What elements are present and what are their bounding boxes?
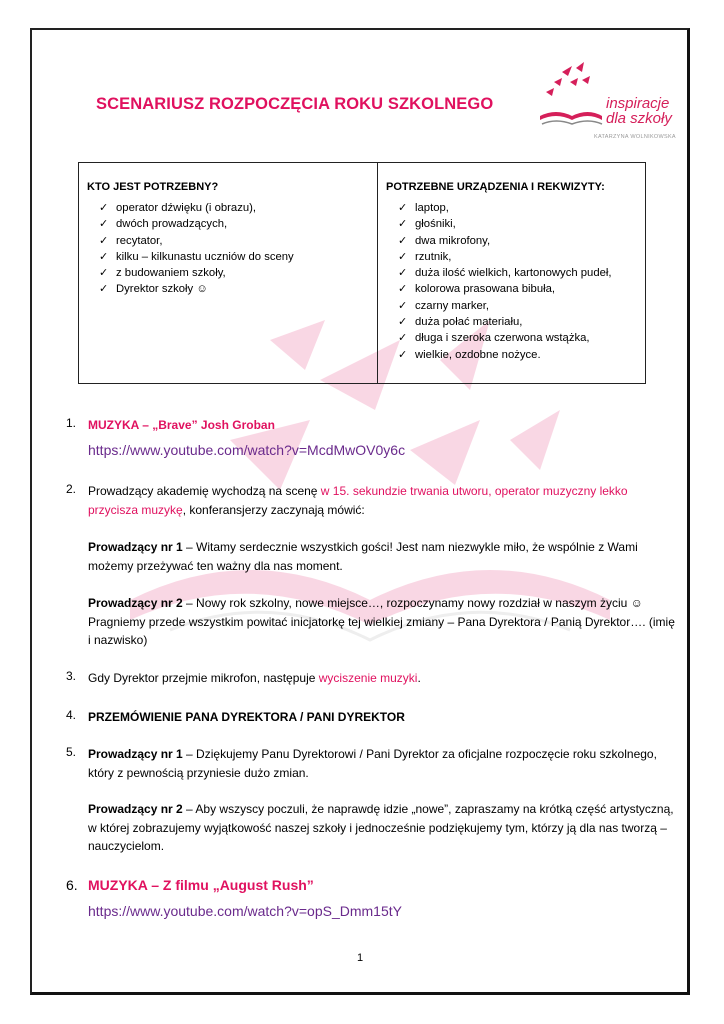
- host1-line: Prowadzący nr 1 – Dziękujemy Panu Dyrektorowi / Pani Dyrektor za oficjalne rozpoczęcie roku szkolnego, który z pewnością przyniesie dużo zmian.: [88, 747, 657, 780]
- item-number: 4.: [66, 708, 77, 722]
- who-heading: KTO JEST POTRZEBNY?: [87, 181, 219, 193]
- list-item: ✓ z budowaniem szkoły,: [99, 265, 371, 281]
- host2-label: Prowadzący nr 2: [88, 596, 183, 610]
- item-number: 3.: [66, 669, 77, 683]
- list-item: ✓ operator dźwięku (i obrazu),: [99, 200, 371, 216]
- equipment-column: [378, 163, 646, 384]
- item-number: 5.: [66, 745, 77, 759]
- page-number: 1: [357, 952, 364, 964]
- youtube-link-6[interactable]: https://www.youtube.com/watch?v=opS_Dmm15tY: [88, 903, 402, 919]
- stage-direction-3: Gdy Dyrektor przejmie mikrofon, następuje wyciszenie muzyki.: [88, 671, 421, 685]
- logo-text: inspiracje dla szkoły: [606, 95, 672, 127]
- music-link-1-row: [88, 441, 678, 461]
- host1-label: Prowadzący nr 1: [88, 747, 183, 761]
- director-speech: PRZEMÓWIENIE PANA DYREKTORA / PANI DYREKTOR: [88, 710, 405, 724]
- who-list: [87, 200, 371, 298]
- list-item: ✓ Dyrektor szkoły ☺: [99, 281, 371, 297]
- host1-label: Prowadzący nr 1: [88, 540, 183, 554]
- music-title: MUZYKA – „Brave” Josh Groban: [88, 418, 275, 432]
- list-item: ✓ rzutnik,: [398, 249, 639, 265]
- list-item: ✓ duża ilość wielkich, kartonowych pudeł,: [398, 265, 639, 281]
- stage-direction-2: Prowadzący akademię wychodzą na scenę w 15. sekundzie trwania utworu, operator muzyczny lekko przycisza muzykę, konferansjerzy zaczynają mówić:: [88, 484, 628, 517]
- list-item: ✓ wielkie, ozdobne nożyce.: [398, 347, 639, 363]
- host2-line: Prowadzący nr 2 – Aby wszyscy poczuli, że naprawdę idzie „nowe”, zapraszamy na krótką część artystyczną, w której zobrazujemy wyjątkowość naszej szkoły i jednocześnie podziękujemy tym, którzy ją dla nas tworzą – nauczycielom.: [88, 802, 674, 853]
- list-item: ✓ dwa mikrofony,: [398, 233, 639, 249]
- list-item: ✓ laptop,: [398, 200, 639, 216]
- list-item: ✓ długa i szeroka czerwona wstążka,: [398, 330, 639, 346]
- music-direction: w 15. sekundzie trwania utworu, operator muzyczny lekko przycisza muzykę: [88, 484, 628, 517]
- list-item: ✓ recytator,: [99, 233, 371, 249]
- equipment-heading: POTRZEBNE URZĄDZENIA I REKWIZYTY:: [386, 181, 605, 193]
- logo-tagline: KATARZYNA WOLNIKOWSKA: [594, 134, 676, 140]
- list-item: ✓ dwóch prowadzących,: [99, 216, 371, 232]
- list-item: ✓ kolorowa prasowana bibuła,: [398, 281, 639, 297]
- youtube-link-1[interactable]: https://www.youtube.com/watch?v=McdMwOV0y6c: [88, 442, 406, 458]
- music-direction: wyciszenie muzyki: [318, 671, 418, 685]
- host2-line: Prowadzący nr 2 – Nowy rok szkolny, nowe miejsce…, rozpoczynamy nowy rozdział w naszym życiu ☺ Pragniemy przede wszystkim powitać inicjatorkę tej wielkiej zmiany – Pana Dyrektora / Panią Dyrektor…. (imię i nazwisko): [88, 596, 675, 647]
- music-link-6-row: [88, 902, 678, 922]
- list-item: ✓ czarny marker,: [398, 298, 639, 314]
- item-number: 2.: [66, 482, 77, 496]
- equipment-list: [386, 200, 639, 363]
- who-column: [79, 163, 378, 384]
- host2-label: Prowadzący nr 2: [88, 802, 183, 816]
- list-item: ✓ kilku – kilkunastu uczniów do sceny: [99, 249, 371, 265]
- music-cue-1: [88, 416, 678, 435]
- music-title: MUZYKA – Z filmu „August Rush”: [88, 877, 314, 893]
- item-number: 1.: [66, 416, 77, 430]
- host1-line: Prowadzący nr 1 – Witamy serdecznie wszystkich gości! Jest nam niezwykle miło, że wspólnie z Wami możemy przeżywać ten ważny dla nas moment.: [88, 540, 638, 573]
- music-cue-6: [88, 876, 678, 896]
- list-item: ✓ duża połać materiału,: [398, 314, 639, 330]
- list-item: ✓ głośniki,: [398, 216, 639, 232]
- page-title: SCENARIUSZ ROZPOCZĘCIA ROKU SZKOLNEGO: [96, 95, 494, 113]
- item-number: 6.: [66, 877, 78, 893]
- requirements-table: [78, 162, 646, 384]
